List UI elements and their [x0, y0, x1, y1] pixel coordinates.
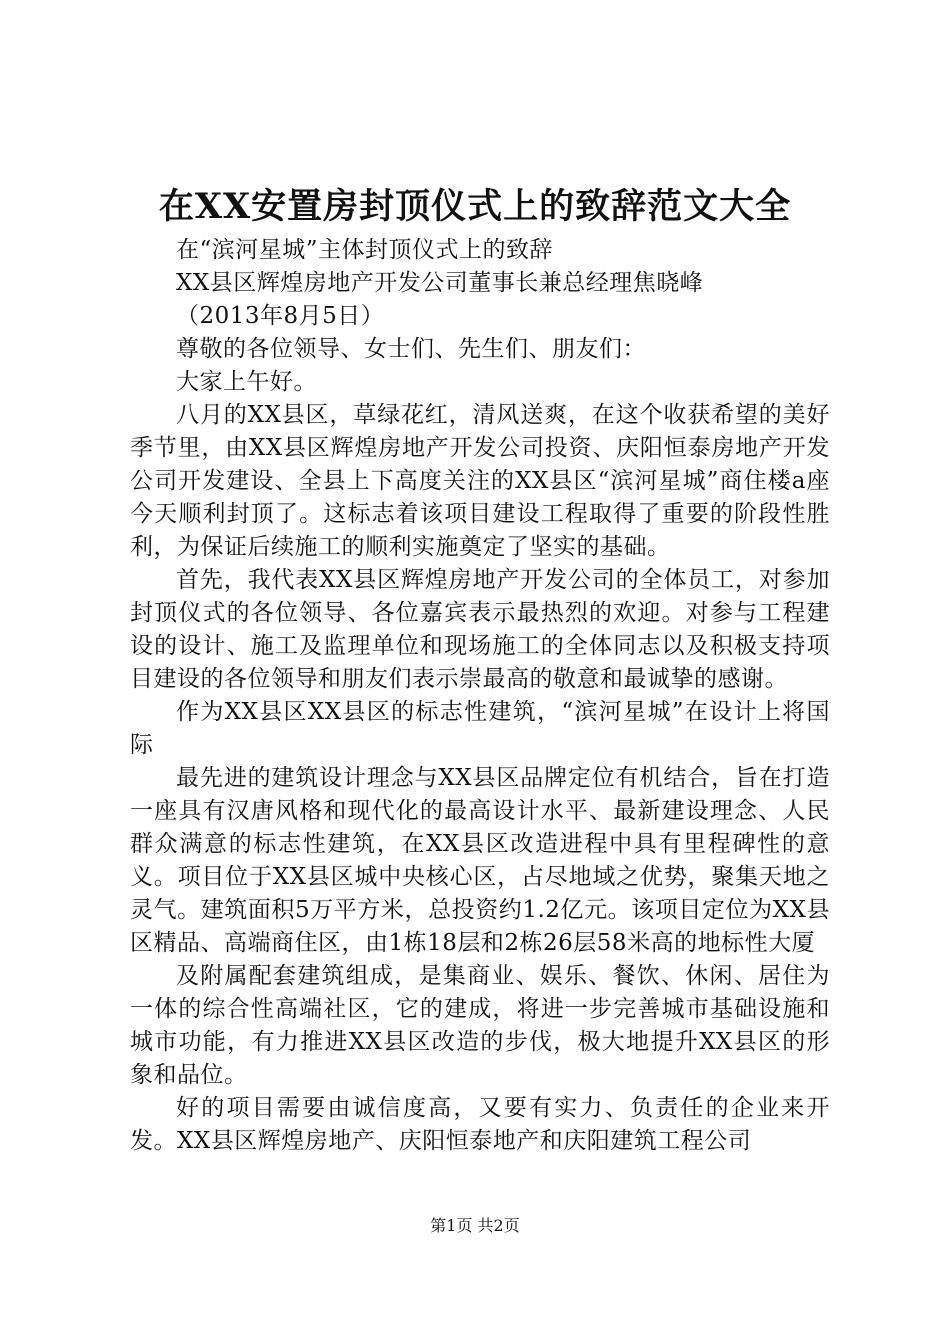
speech-heading: 在“滨河星城”主体封顶仪式上的致辞: [176, 237, 554, 263]
document-title: 在XX安置房封顶仪式上的致辞范文大全: [158, 186, 792, 227]
body-paragraph: 作为XX县区XX县区的标志性建筑，“滨河星城”在设计上将国际: [130, 699, 830, 758]
page-footer: 第1页 共2页: [430, 1216, 520, 1235]
greeting: 大家上午好。: [176, 369, 317, 395]
document-body: [130, 234, 830, 1158]
date-line: （2013年8月5日）: [176, 303, 385, 329]
body-paragraph: 好的项目需要由诚信度高，又要有实力、负责任的企业来开发。XX县区辉煌房地产、庆阳恒泰地产和庆阳建筑工程公司: [130, 1095, 830, 1154]
body-paragraph: 及附属配套建筑组成，是集商业、娱乐、餐饮、休闲、居住为一体的综合性高端社区，它的建成，将进一步完善城市基础设施和城市功能，有力推进XX县区改造的步伐，极大地提升XX县区的形象和品位。: [130, 963, 830, 1088]
salutation: 尊敬的各位领导、女士们、先生们、朋友们：: [176, 336, 646, 362]
body-paragraph: 最先进的建筑设计理念与XX县区品牌定位有机结合，旨在打造一座具有汉唐风格和现代化的最高设计水平、最新建设理念、人民群众满意的标志性建筑，在XX县区改造进程中具有里程碑性的意义。项目位于XX县区城中央核心区，占尽地域之优势，聚集天地之灵气。建筑面积5万平方米，总投资约1.2亿元。该项目定位为XX县区精品、高端商住区，由1栋18层和2栋26层58米高的地标性大厦: [130, 765, 830, 956]
speaker-line: XX县区辉煌房地产开发公司董事长兼总经理焦晓峰: [176, 270, 704, 296]
body-paragraph: 八月的XX县区，草绿花红，清风送爽，在这个收获希望的美好季节里，由XX县区辉煌房地产开发公司投资、庆阳恒泰房地产开发公司开发建设、全县上下高度关注的XX县区“滨河星城”商住楼a座今天顺利封顶了。这标志着该项目建设工程取得了重要的阶段性胜利，为保证后续施工的顺利实施奠定了坚实的基础。: [130, 402, 830, 560]
body-paragraph: 首先，我代表XX县区辉煌房地产开发公司的全体员工，对参加封顶仪式的各位领导、各位嘉宾表示最热烈的欢迎。对参与工程建设的设计、施工及监理单位和现场施工的全体同志以及积极支持项目建设的各位领导和朋友们表示崇最高的敬意和最诚挚的感谢。: [130, 567, 830, 692]
